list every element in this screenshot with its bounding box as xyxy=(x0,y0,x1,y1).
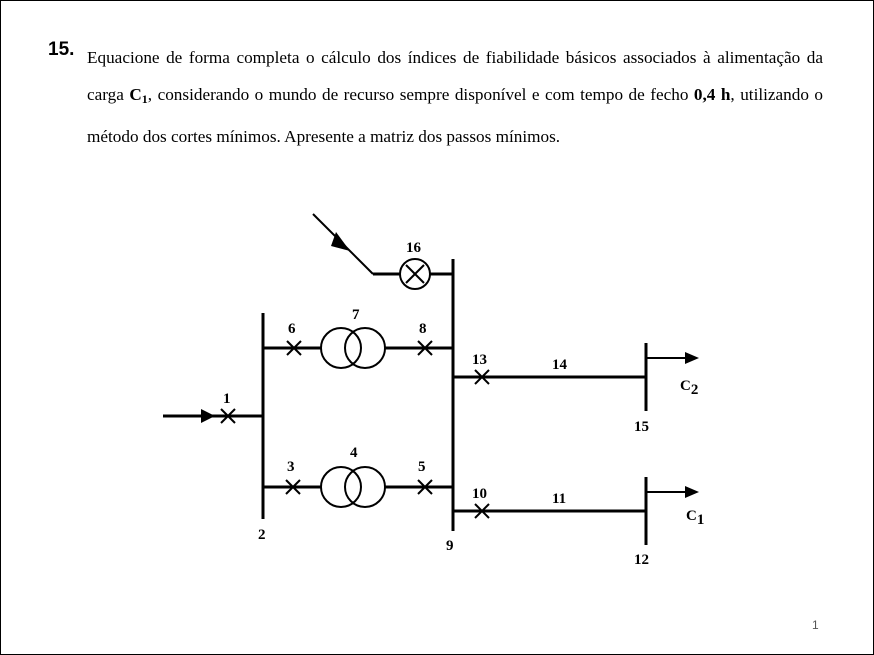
label-16: 16 xyxy=(406,240,421,256)
question-number: 15. xyxy=(48,39,75,60)
load-c2-label: C2 xyxy=(680,378,699,398)
load-c1-label: C1 xyxy=(686,508,705,528)
load-c2-arrowhead-icon xyxy=(685,352,699,364)
transformer-4-winding-a xyxy=(321,467,361,507)
question-text-part1: Equacione de forma completa o cálculo dos índices de fiabilidade básicos associados à alimentação da carga xyxy=(87,48,823,104)
label-15: 15 xyxy=(634,419,649,435)
page-number: 1 xyxy=(812,618,819,632)
label-2: 2 xyxy=(258,527,266,543)
label-9: 9 xyxy=(446,538,454,554)
transformer-4-winding-b xyxy=(345,467,385,507)
label-5: 5 xyxy=(418,459,426,475)
label-7: 7 xyxy=(352,307,360,323)
label-12: 12 xyxy=(634,552,649,568)
transformer-7-winding-b xyxy=(345,328,385,368)
label-3: 3 xyxy=(287,459,295,475)
label-13: 13 xyxy=(472,352,487,368)
label-8: 8 xyxy=(419,321,427,337)
label-6: 6 xyxy=(288,321,296,337)
load-c1-arrowhead-icon xyxy=(685,486,699,498)
question-text-part3: , utilizando o método dos cortes mínimos. Apresente a matriz dos passos mínimos. xyxy=(87,85,823,146)
label-14: 14 xyxy=(552,357,567,373)
label-11: 11 xyxy=(552,491,567,507)
transformer-7-winding-a xyxy=(321,328,361,368)
feeder-arrowhead-icon xyxy=(201,409,215,423)
load-c1-reference: $C_1$ xyxy=(129,85,148,106)
question-text-part2: , considerando o mundo de recurso sempre disponível e com tempo de fecho xyxy=(147,85,694,104)
label-10: 10 xyxy=(472,486,487,502)
label-4: 4 xyxy=(350,445,358,461)
closing-time: 0,4 h xyxy=(693,85,731,104)
label-1: 1 xyxy=(223,391,231,407)
network-diagram xyxy=(1,1,873,654)
